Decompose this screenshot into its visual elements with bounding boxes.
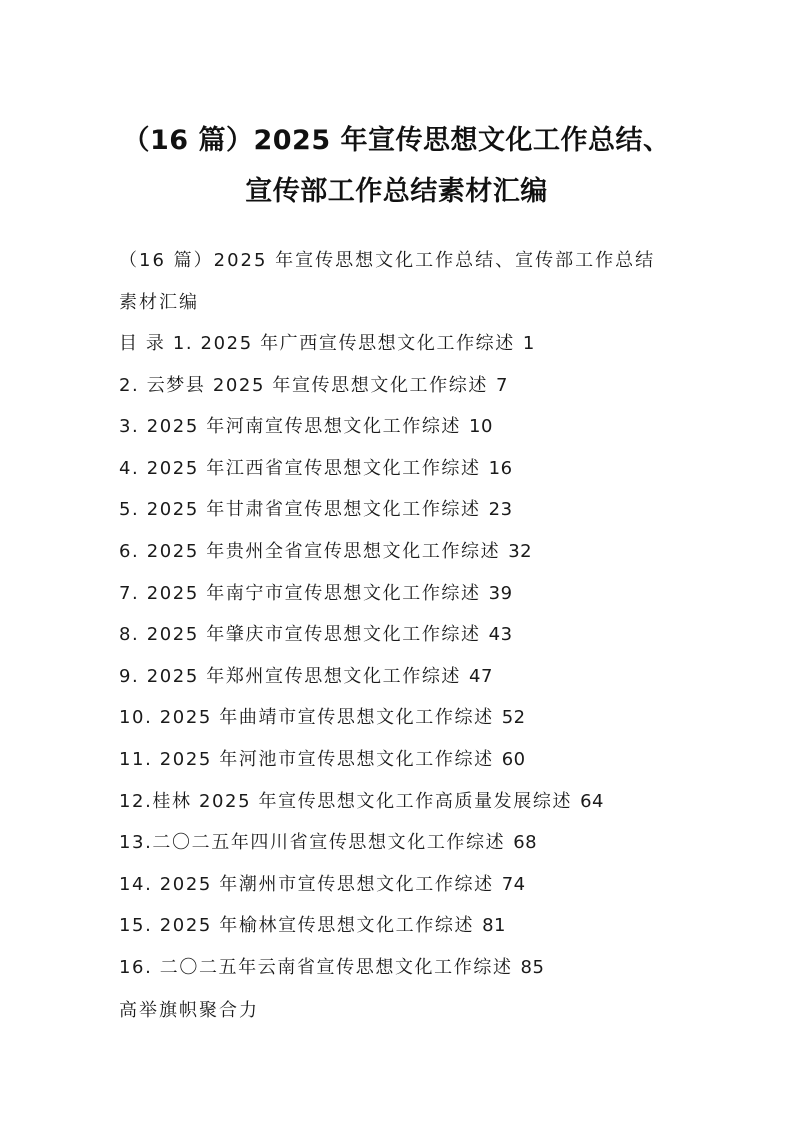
toc-item-label: 8. 2025 年肇庆市宣传思想文化工作综述 (119, 624, 481, 646)
toc-item-label: 13.二〇二五年四川省宣传思想文化工作综述 (119, 832, 506, 854)
toc-item-6 (119, 539, 679, 581)
toc-item-label: 5. 2025 年甘肃省宣传思想文化工作综述 (119, 499, 481, 521)
toc-item-1 (119, 331, 679, 373)
document-title-line-1: （16 篇）2025 年宣传思想文化工作总结、 (122, 125, 671, 156)
toc-item-page: 81 (482, 915, 506, 937)
toc-item-9 (119, 664, 679, 706)
toc-item-2 (119, 373, 679, 415)
toc-item-5 (119, 497, 679, 539)
toc-item-label: 目 录 1. 2025 年广西宣传思想文化工作综述 (119, 333, 515, 354)
toc-item-page: 7 (495, 374, 508, 396)
toc-item-label: 3. 2025 年河南宣传思想文化工作综述 (119, 416, 462, 438)
toc-item-15 (119, 913, 679, 955)
toc-item-13 (119, 830, 679, 872)
table-of-contents (119, 331, 679, 997)
toc-item-10 (119, 705, 679, 747)
toc-item-page: 74 (501, 873, 526, 895)
toc-item-label: 14. 2025 年潮州市宣传思想文化工作综述 (119, 873, 494, 895)
toc-item-12 (119, 789, 679, 831)
toc-item-label: 2. 云梦县 2025 年宣传思想文化工作综述 (119, 374, 488, 396)
toc-item-label: 16. 二〇二五年云南省宣传思想文化工作综述 (119, 956, 513, 978)
toc-item-14 (119, 872, 679, 914)
toc-item-11 (119, 747, 679, 789)
toc-item-8 (119, 622, 679, 664)
toc-item-4 (119, 456, 679, 498)
intro-paragraph-line-1: （16 篇）2025 年宣传思想文化工作总结、宣传部工作总结 (119, 250, 656, 271)
document-title-line-2: 宣传部工作总结素材汇编 (245, 176, 548, 207)
toc-item-label: 6. 2025 年贵州全省宣传思想文化工作综述 (119, 540, 501, 562)
toc-item-page: 60 (501, 748, 526, 770)
toc-item-page: 1 (522, 333, 535, 354)
toc-item-page: 52 (501, 707, 526, 729)
toc-item-page: 68 (513, 832, 538, 854)
toc-item-page: 32 (508, 540, 533, 562)
intro-paragraph-line-2: 素材汇编 (119, 292, 199, 313)
toc-item-page: 85 (520, 956, 545, 978)
toc-item-7 (119, 581, 679, 623)
toc-item-label: 15. 2025 年榆林宣传思想文化工作综述 (119, 915, 475, 937)
toc-item-page: 10 (469, 416, 493, 438)
toc-item-label: 7. 2025 年南宁市宣传思想文化工作综述 (119, 582, 481, 604)
toc-item-page: 39 (488, 582, 513, 604)
toc-item-page: 64 (580, 790, 604, 812)
toc-item-label: 4. 2025 年江西省宣传思想文化工作综述 (119, 457, 481, 479)
toc-item-page: 16 (488, 457, 513, 479)
section-heading: 高举旗帜聚合力 (119, 1000, 259, 1021)
toc-item-label: 10. 2025 年曲靖市宣传思想文化工作综述 (119, 707, 494, 729)
toc-item-page: 23 (488, 499, 513, 521)
toc-item-label: 11. 2025 年河池市宣传思想文化工作综述 (119, 748, 494, 770)
toc-item-16 (119, 955, 679, 997)
toc-item-page: 47 (469, 665, 493, 687)
toc-item-label: 12.桂林 2025 年宣传思想文化工作高质量发展综述 (119, 790, 573, 812)
toc-item-page: 43 (488, 624, 513, 646)
toc-item-3 (119, 414, 679, 456)
toc-item-label: 9. 2025 年郑州宣传思想文化工作综述 (119, 665, 462, 687)
